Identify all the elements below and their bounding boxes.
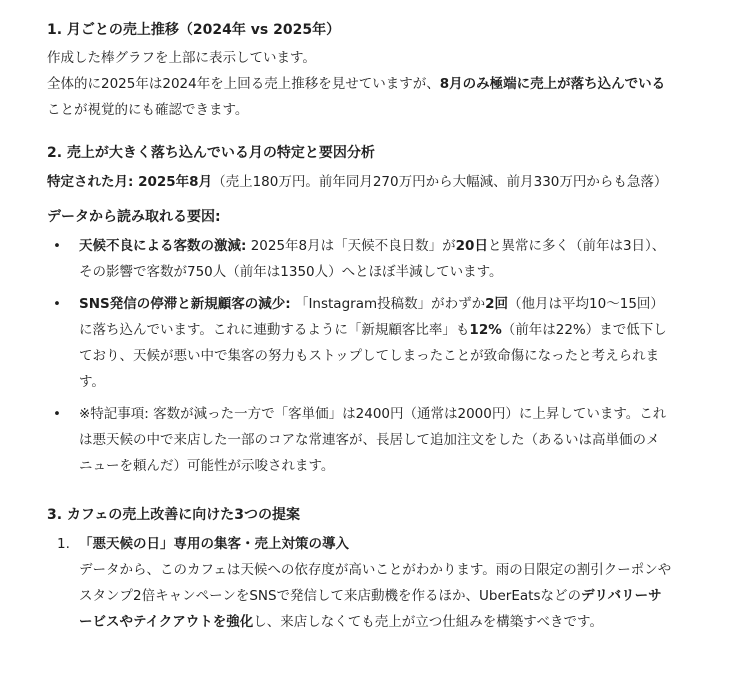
bullet-dot: • bbox=[53, 296, 61, 312]
factor-note bbox=[47, 401, 672, 479]
proposal-1-text-end: し、来店しなくても売上が立つ仕組みを構築すべきです。 bbox=[253, 614, 603, 630]
bullet-dot: • bbox=[53, 238, 61, 254]
factor-sns-ratio: 12% bbox=[469, 322, 502, 338]
proposal-1-number: 1. bbox=[57, 536, 70, 552]
proposal-1-title: 「悪天候の日」専用の集客・売上対策の導入 bbox=[79, 536, 349, 552]
proposal-list bbox=[47, 531, 672, 635]
factor-sns-title: SNS発信の停滞と新規顧客の減少: bbox=[79, 296, 291, 312]
response-content bbox=[47, 20, 672, 635]
factor-weather-text: 2025年8月は「天候不良日数」が bbox=[246, 238, 456, 254]
proposal-1-highlight: デリバリーサービスやテイクアウトを強化 bbox=[79, 588, 662, 630]
factor-sns-text: 「Instagram投稿数」がわずか bbox=[290, 296, 486, 312]
factor-weather-text-end: と異常に多く（前年は3日）、その影響で客数が750人（前年は1350人）へとほぼ半減しています。 bbox=[79, 238, 666, 280]
identified-month-label: 特定された月: 2025年8月 bbox=[47, 174, 213, 190]
factor-sns bbox=[47, 291, 672, 395]
proposal-1-text: データから、このカフェは天候への依存度が高いことがわかります。雨の日限定の割引クーポンやスタンプ2倍キャンペーンをSNSで発信して来店動機を作るほか、UberEatsなどの bbox=[79, 562, 672, 604]
factor-sns-posts: 2回 bbox=[485, 296, 509, 312]
section-1-text: 全体的に2025年は2024年を上回る売上推移を見せていますが、 bbox=[47, 76, 440, 92]
factor-weather bbox=[47, 233, 672, 285]
factor-sns-text-mid: （他月は平均10〜15回）に落ち込んでいます。これに連動するように「新規顧客比率」も bbox=[79, 296, 664, 338]
section-2-heading: 2. 売上が大きく落ち込んでいる月の特定と要因分析 bbox=[47, 145, 375, 161]
section-1-line-1: 作成した棒グラフを上部に表示しています。 bbox=[47, 50, 316, 66]
factor-weather-title: 天候不良による客数の激減: bbox=[79, 238, 247, 254]
factors-list bbox=[47, 233, 672, 479]
proposal-1 bbox=[47, 531, 672, 635]
identified-month bbox=[47, 169, 672, 195]
bullet-dot: • bbox=[53, 406, 61, 422]
factor-note-text: ※特記事項: 客数が減った一方で「客単価」は2400円（通常は2000円）に上昇しています。これは悪天候の中で来店した一部のコアな常連客が、長居して追加注文をした（あるいは高単価のメニューを頼んだ）可能性が示唆されます。 bbox=[79, 406, 667, 474]
identified-month-detail: （売上180万円。前年同月270万円から大幅減、前月330万円からも急落） bbox=[212, 174, 668, 190]
section-1-highlight: 8月のみ極端に売上が落ち込んでいる bbox=[439, 76, 666, 92]
bottom-fade bbox=[0, 666, 752, 688]
section-1-text-end: ことが視覚的にも確認できます。 bbox=[47, 102, 249, 118]
factors-heading: データから読み取れる要因: bbox=[47, 209, 221, 225]
factor-sns-text-end: （前年は22%）まで低下しており、天候が悪い中で集客の努力もストップしてしまったことが致命傷になったと考えられます。 bbox=[79, 322, 667, 390]
factor-weather-days: 20日 bbox=[455, 238, 488, 254]
section-3-heading: 3. カフェの売上改善に向けた3つの提案 bbox=[47, 507, 300, 523]
section-1-line-2 bbox=[47, 71, 672, 123]
section-1-heading: 1. 月ごとの売上推移（2024年 vs 2025年） bbox=[47, 22, 341, 38]
